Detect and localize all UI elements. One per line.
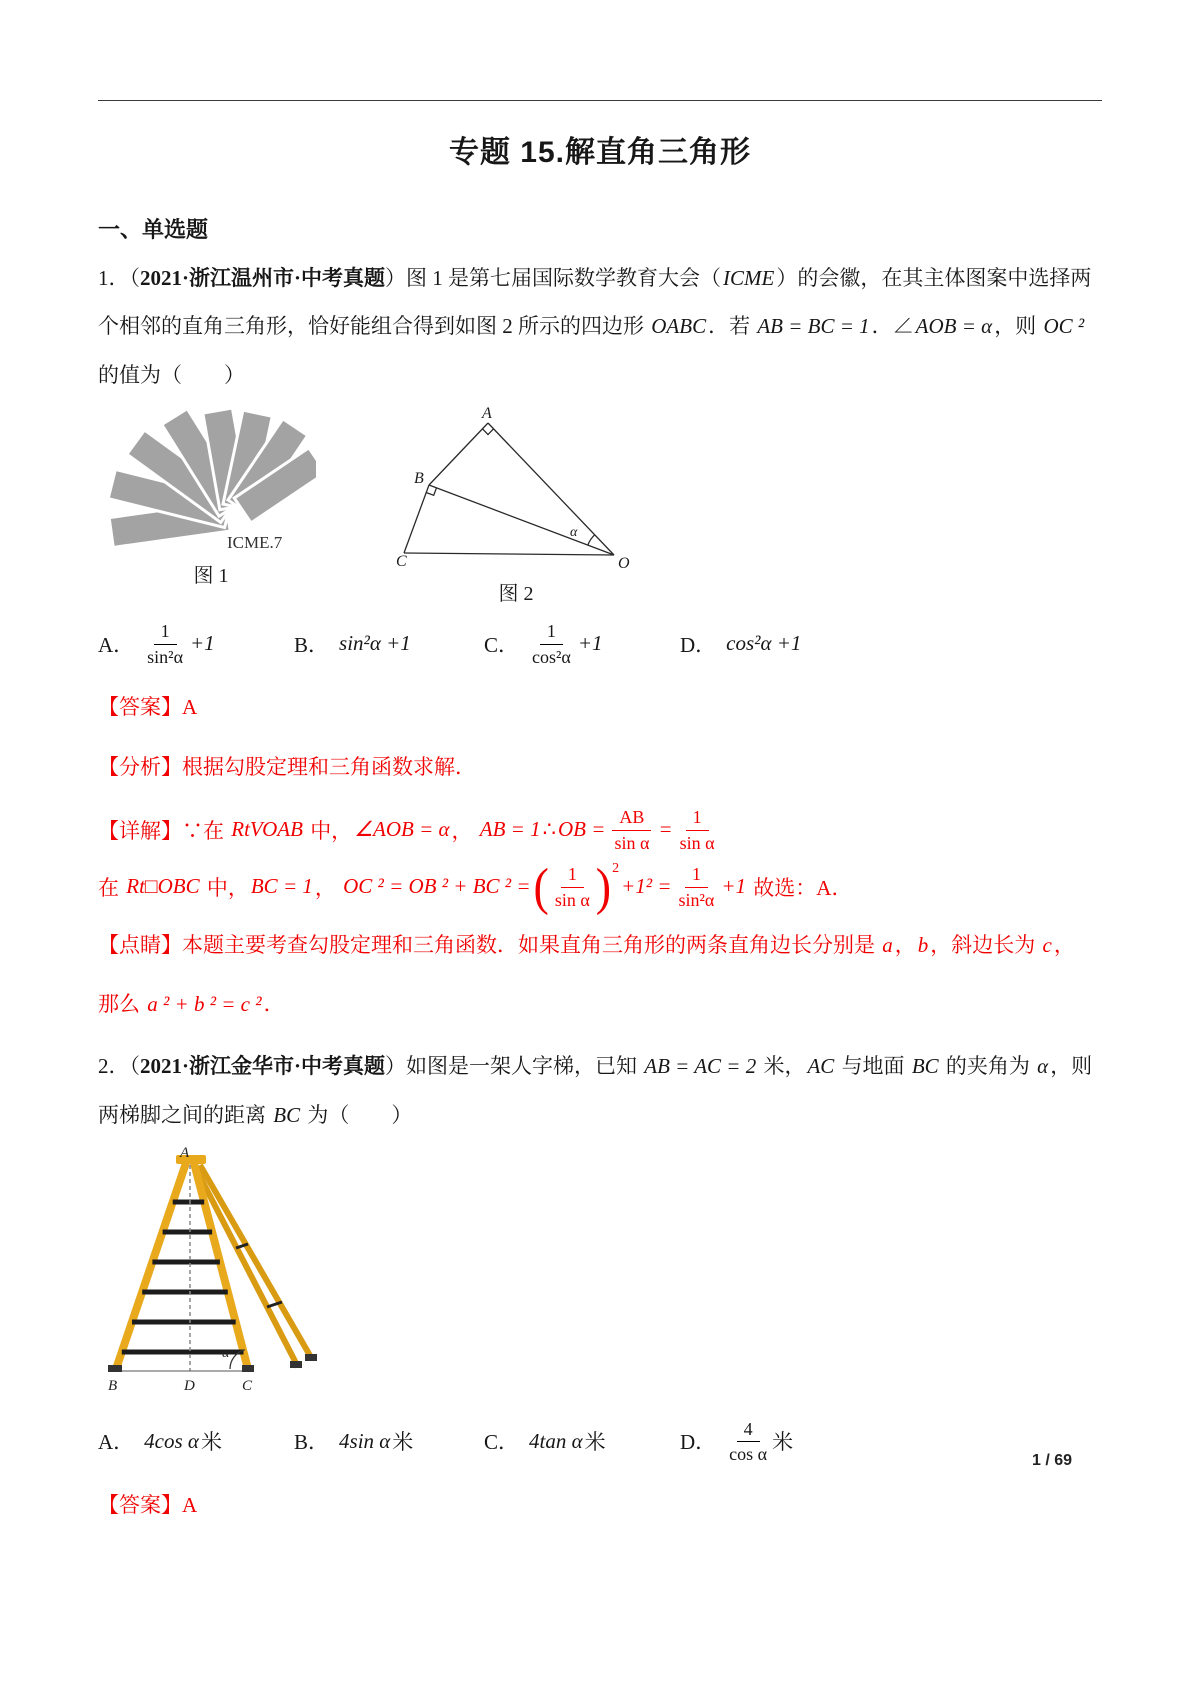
vertex-label-b: B xyxy=(414,469,424,487)
vertex-label-b: B xyxy=(108,1377,118,1394)
text-run: 本题主要考查勾股定理和三角函数．如果直角三角形的两条直角边长分别是 xyxy=(182,932,881,957)
fraction xyxy=(147,620,183,667)
math-run: OB = xyxy=(557,817,606,842)
question-1-point-line-2 xyxy=(98,980,1102,1028)
math-run: 4sin α xyxy=(339,1428,391,1453)
option-label: D． xyxy=(680,1430,717,1455)
math-run: AB = BC = 1 xyxy=(757,314,870,339)
ladder-foot xyxy=(108,1365,122,1372)
vertex-label-d: D xyxy=(184,1377,195,1394)
math-run: 4cos α xyxy=(144,1428,199,1453)
text-run: 2．（ xyxy=(98,1054,140,1079)
unit-text: 米 xyxy=(772,1430,794,1455)
fraction-numerator: AB xyxy=(612,806,651,831)
math-run: AB = AC = 2 xyxy=(644,1054,757,1079)
math-run: α xyxy=(1037,1054,1049,1079)
unit-text: 米 xyxy=(200,1430,222,1455)
fraction-numerator: 4 xyxy=(737,1418,760,1443)
answer-value: A xyxy=(182,1493,198,1518)
question-1-stem xyxy=(98,254,1102,399)
math-run: BC = 1 xyxy=(250,874,313,899)
text-run: ，则两梯脚之间的距离 xyxy=(98,1054,1093,1127)
math-run: +1 xyxy=(577,631,603,656)
text-run: ． xyxy=(263,991,285,1016)
icme-logo-figure xyxy=(106,405,316,588)
text-run: 中， xyxy=(201,875,249,900)
math-run: AB = 1 xyxy=(479,817,541,842)
option-label: C． xyxy=(484,1430,520,1455)
left-paren: ( xyxy=(533,858,549,916)
answer-tag: 【答案】 xyxy=(98,1494,182,1518)
text-run: ．∠ xyxy=(871,314,914,339)
text-run: ）如图是一架人字梯，已知 xyxy=(385,1054,643,1079)
fraction-denominator: sin α xyxy=(679,832,715,853)
text-run: 米， xyxy=(758,1054,806,1079)
parenthesized-fraction xyxy=(533,858,620,916)
angle-alpha-label: α xyxy=(222,1345,230,1361)
math-run: c xyxy=(1042,932,1052,957)
fraction-numerator: 1 xyxy=(685,863,708,888)
question-1-options xyxy=(98,620,1102,667)
side-bc xyxy=(404,485,429,553)
exponent: 2 xyxy=(612,861,620,877)
analysis-text: 根据勾股定理和三角函数求解． xyxy=(182,754,476,779)
vertex-label-c: C xyxy=(242,1377,253,1394)
text-run: ）的会徽，在其主体图案中选择两个相邻的直角三角形，恰好能组合得到如图 2 所示的四边形 xyxy=(98,266,1092,339)
angle-alpha-label: α xyxy=(570,524,578,540)
math-run: a xyxy=(882,932,893,957)
math-run: Rt□OBC xyxy=(126,874,200,899)
math-run: cos²α +1 xyxy=(726,631,802,656)
figure-2-caption: 图 2 xyxy=(498,582,534,605)
math-run: +1² = xyxy=(621,874,672,899)
text-run: ， xyxy=(894,932,916,957)
math-run: BC xyxy=(911,1054,939,1079)
text-run: 为（ ） xyxy=(302,1102,413,1127)
text-run: 在 xyxy=(98,875,125,900)
option-label: B． xyxy=(294,1430,330,1455)
text-run: ， xyxy=(1053,932,1075,957)
fraction xyxy=(532,620,571,667)
option-label: A． xyxy=(98,1430,135,1455)
page-title: 专题 15.解直角三角形 xyxy=(448,136,752,169)
fraction-denominator: cos α xyxy=(729,1444,768,1465)
fraction-numerator: 1 xyxy=(154,620,177,645)
option-label: C． xyxy=(484,632,520,657)
math-run: +1 xyxy=(721,874,752,899)
option-d xyxy=(680,1418,793,1465)
option-c xyxy=(484,1426,680,1456)
source-citation: 2021·浙江金华市·中考真题 xyxy=(140,1054,386,1079)
fraction-denominator: sin²α xyxy=(147,646,184,667)
fraction-denominator: sin α xyxy=(554,889,590,910)
math-run: a ² + b ² = c ² xyxy=(147,991,262,1016)
text-run: 故选：A． xyxy=(753,875,853,900)
option-b xyxy=(294,629,484,659)
math-run: 4tan α xyxy=(529,1428,583,1453)
right-angle-mark-a xyxy=(483,429,494,435)
fraction-denominator: cos²α xyxy=(532,646,571,667)
diagonal-ob xyxy=(429,485,614,555)
side-oa xyxy=(488,423,614,555)
ladder-front-left-rail xyxy=(116,1163,186,1369)
math-run: OC ² = OB ² + BC ² = xyxy=(343,874,531,899)
option-b xyxy=(294,1426,484,1456)
ladder-front-right-rail xyxy=(194,1163,248,1369)
section-heading: 一、单选题 xyxy=(98,217,209,242)
quadrilateral-figure xyxy=(396,405,636,606)
fraction-numerator: 1 xyxy=(561,863,584,888)
unit-text: 米 xyxy=(392,1430,414,1455)
option-c xyxy=(484,620,680,667)
analysis-tag: 【分析】 xyxy=(98,755,182,779)
math-run: RtVOAB xyxy=(231,817,303,842)
ladder-foot xyxy=(242,1365,254,1372)
text-run: 的值为（ ） xyxy=(98,362,245,387)
math-run: b xyxy=(917,932,929,957)
question-2-answer xyxy=(98,1481,1102,1530)
option-label: A． xyxy=(98,632,135,657)
vertex-label-a: A xyxy=(180,1146,190,1161)
math-run: = xyxy=(658,817,673,842)
math-run: OABC xyxy=(651,314,707,339)
detail-tag: 【详解】 xyxy=(98,819,182,843)
math-run: BC xyxy=(273,1102,301,1127)
math-run: sin²α +1 xyxy=(339,631,411,656)
math-run: +1 xyxy=(190,631,215,656)
vertex-label-o: O xyxy=(618,554,630,572)
angle-alpha-arc xyxy=(588,535,595,545)
fraction xyxy=(680,806,715,853)
ladder-figure xyxy=(100,1147,1102,1402)
unit-text: 米 xyxy=(584,1430,606,1455)
text-run: ， xyxy=(314,875,342,900)
question-1-detail-line-2 xyxy=(98,858,1102,916)
text-run: 那么 xyxy=(98,991,146,1016)
fraction-denominator: sin α xyxy=(614,832,650,853)
fraction-numerator: 1 xyxy=(686,806,709,831)
ladder-foot xyxy=(305,1354,317,1361)
math-run: AC xyxy=(807,1054,835,1079)
side-ab xyxy=(429,423,488,485)
option-label: D． xyxy=(680,632,717,657)
text-run: ）图 1 是第七届国际数学教育大会（ xyxy=(385,266,722,290)
answer-tag: 【答案】 xyxy=(98,696,182,720)
question-2-options xyxy=(98,1418,1102,1465)
right-paren: ) xyxy=(595,858,612,916)
text-run: ∵在 xyxy=(182,818,230,843)
text-run: 与地面 xyxy=(836,1054,910,1079)
fraction xyxy=(679,863,715,910)
fraction-numerator: 1 xyxy=(540,620,563,645)
vertex-label-a: A xyxy=(482,404,492,422)
header-rule xyxy=(98,100,1102,101)
vertex-label-c: C xyxy=(396,552,407,570)
figure-1-caption: 图 1 xyxy=(193,564,229,587)
text-run: 的夹角为 xyxy=(940,1054,1036,1079)
page-number: 1 / 69 xyxy=(1031,1452,1072,1469)
fraction xyxy=(729,1418,767,1465)
text-run: ， xyxy=(451,818,478,843)
question-1-point-line-1 xyxy=(98,921,1102,970)
question-1-answer xyxy=(98,683,1102,732)
text-run: ，则 xyxy=(994,314,1042,339)
quadrilateral-graphic xyxy=(396,405,636,573)
option-d xyxy=(680,629,803,659)
option-label: B． xyxy=(294,632,330,657)
logo-fan xyxy=(108,408,316,547)
question-1-analysis xyxy=(98,743,1102,792)
icme-logo-graphic xyxy=(106,405,316,555)
question-1-detail-line-1 xyxy=(98,806,1102,853)
point-tag: 【点睛】 xyxy=(98,933,182,957)
math-run: OC ² xyxy=(1043,314,1085,339)
text-run: ，斜边长为 xyxy=(930,932,1041,957)
math-run: ICME xyxy=(723,266,775,290)
math-run: AOB = α xyxy=(915,314,993,339)
text-run: 中， xyxy=(304,818,353,843)
answer-value: A xyxy=(182,695,198,720)
option-a xyxy=(98,1426,294,1456)
text-run: ∴ xyxy=(542,817,556,842)
fraction-denominator: sin²α xyxy=(678,889,715,910)
text-run: 1．（ xyxy=(98,266,140,290)
logo-text: ICME.7 xyxy=(227,532,283,552)
ladder-graphic xyxy=(100,1147,330,1397)
question-2-stem xyxy=(98,1042,1102,1139)
fraction xyxy=(612,806,651,853)
source-citation: 2021·浙江温州市·中考真题 xyxy=(140,266,386,290)
side-co xyxy=(404,553,614,555)
ladder-foot xyxy=(290,1361,302,1368)
text-run: ．若 xyxy=(708,314,756,339)
math-run: ∠AOB = α xyxy=(354,817,450,842)
option-a xyxy=(98,620,294,667)
fraction xyxy=(555,863,590,910)
question-1-figures xyxy=(106,405,1102,606)
